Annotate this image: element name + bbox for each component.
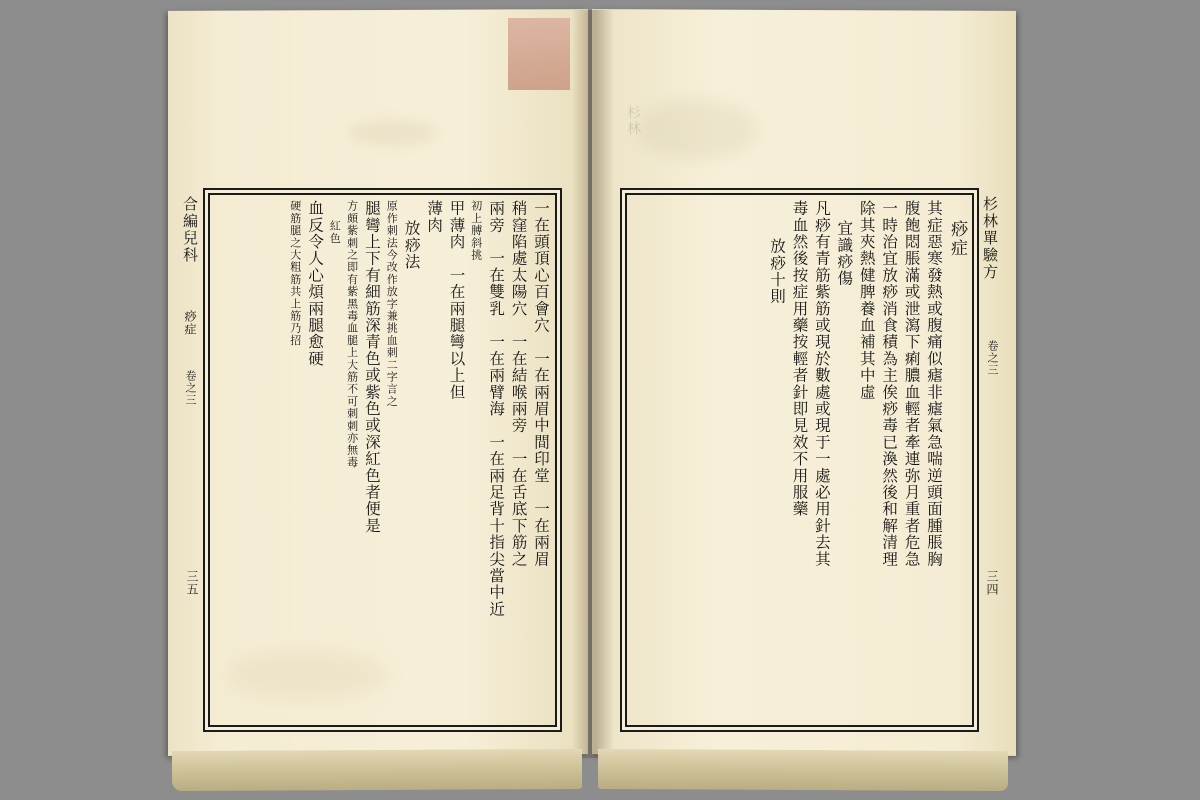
left-col-6: 放痧法: [402, 220, 421, 271]
right-col-4: 除其夾熱健脾養血補其中虛: [857, 200, 876, 401]
right-page-edges: [598, 749, 1008, 791]
page-number-right: 三四: [985, 570, 999, 596]
left-page-columns: [213, 198, 552, 722]
left-page-edges: [172, 749, 582, 791]
left-col-7: 腿彎上下有細筋深青色或紫色或深紅色者便是: [363, 200, 382, 534]
right-page-text-frame: [620, 188, 979, 732]
left-page-section-label: 痧症: [183, 310, 197, 336]
right-page-volume-label: 卷之三: [986, 340, 999, 376]
right-col-7: 毒血然後按症用藥按輕者針即見效不用服藥: [790, 200, 809, 518]
left-col-2: 稍窪陷處太陽穴 一在結喉兩旁 一在舌底下筋之: [509, 200, 528, 568]
left-interlinear-7: 硬筋腿之大粗筋共上筋乃招: [288, 200, 302, 347]
left-page-text-frame: [203, 188, 562, 732]
left-col-5: 薄肉: [425, 200, 444, 234]
left-col-8: 血反令人心煩兩腿愈硬: [306, 200, 325, 367]
right-col-heading: 痧症: [947, 220, 967, 258]
left-col-3: 兩旁 一在雙乳 一在兩臂海 一在兩足背十指尖當中近: [487, 200, 506, 618]
left-interlinear-1: 原作刺法今改作放字兼挑血刺二字言之: [385, 200, 399, 408]
right-col-2: 腹飽悶脹滿或泄瀉下痢膿血輕者牽連弥月重者危急: [902, 200, 921, 568]
left-interlinear-6: 紅色: [328, 220, 342, 245]
page-number-left: 三五: [185, 570, 199, 596]
book-title-banner-left: 合編兒科: [181, 196, 199, 264]
right-col-6: 凡痧有青筋紫筋或現於數處或現于一處必用針去其: [812, 200, 831, 568]
left-col-1: 一在頭頂心百會穴 一在兩眉中間印堂 一在兩眉: [532, 200, 550, 568]
left-page-volume-label: 卷之三: [184, 370, 197, 406]
left-interlinear-2: 初上膊斜挑: [469, 200, 483, 261]
book-title-banner-right: 杉林單驗方: [981, 196, 999, 281]
right-col-5: 宜識痧傷: [835, 220, 854, 287]
right-col-3: 一時治宜放痧消食積為主俟痧毒已渙然後和解清理: [880, 200, 899, 568]
left-interlinear-5: 方頗紫刺之即有紫黑毒血腿上大筋不可刺刺亦無毒: [345, 200, 359, 469]
left-col-4: 甲薄肉 一在兩腿彎以上但: [447, 200, 466, 401]
open-book: [168, 10, 1018, 780]
red-label-slip: [508, 18, 570, 90]
right-col-8: 放痧十則: [768, 238, 787, 305]
right-page-columns: [630, 198, 969, 722]
right-col-1: 其症惡寒發熱或腹痛似瘧非瘧氣急喘逆頭面腫脹胸: [924, 200, 943, 568]
